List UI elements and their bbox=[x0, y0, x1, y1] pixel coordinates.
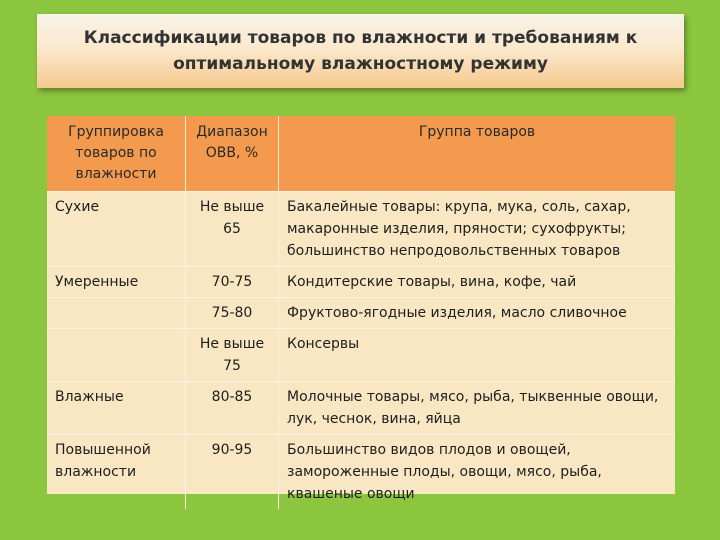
cell-goods: Большинство видов плодов и овощей, замороженные плоды, овощи, мясо, рыба, квашеные овощи bbox=[279, 435, 676, 510]
title-line-2: оптимальному влажностному режиму bbox=[173, 54, 548, 74]
table-row bbox=[47, 267, 675, 298]
table-row bbox=[47, 192, 675, 267]
page-title bbox=[84, 25, 638, 77]
cell-group: Умеренные bbox=[47, 267, 186, 298]
cell-group: Влажные bbox=[47, 382, 186, 435]
table-row bbox=[47, 435, 675, 510]
cell-group: Повышенной влажности bbox=[47, 435, 186, 510]
cell-range: Не выше 65 bbox=[186, 192, 279, 267]
cell-range: 90-95 bbox=[186, 435, 279, 510]
header-grouping: Группировка товаров по влажности bbox=[47, 116, 186, 192]
cell-group bbox=[47, 298, 186, 329]
table-row bbox=[47, 298, 675, 329]
cell-group bbox=[47, 329, 186, 382]
table-header-row bbox=[47, 116, 675, 192]
cell-group: Сухие bbox=[47, 192, 186, 267]
cell-goods: Молочные товары, мясо, рыба, тыквенные овощи, лук, чеснок, вина, яйца bbox=[279, 382, 676, 435]
cell-goods: Бакалейные товары: крупа, мука, соль, сахар, макаронные изделия, пряности; сухофрукты; большинство непродовольственных товаров bbox=[279, 192, 676, 267]
cell-range: 80-85 bbox=[186, 382, 279, 435]
cell-range: 75-80 bbox=[186, 298, 279, 329]
table-row bbox=[47, 329, 675, 382]
cell-range: Не выше 75 bbox=[186, 329, 279, 382]
cell-goods: Кондитерские товары, вина, кофе, чай bbox=[279, 267, 676, 298]
cell-range: 70-75 bbox=[186, 267, 279, 298]
header-goods-group: Группа товаров bbox=[279, 116, 676, 192]
cell-goods: Фруктово-ягодные изделия, масло сливочное bbox=[279, 298, 676, 329]
cell-goods: Консервы bbox=[279, 329, 676, 382]
table bbox=[47, 116, 675, 509]
classification-table bbox=[47, 116, 675, 502]
title-banner bbox=[37, 14, 684, 88]
table-row bbox=[47, 382, 675, 435]
header-range: Диапазон ОВВ, % bbox=[186, 116, 279, 192]
title-line-1: Классификации товаров по влажности и требованиям к bbox=[83, 28, 638, 48]
